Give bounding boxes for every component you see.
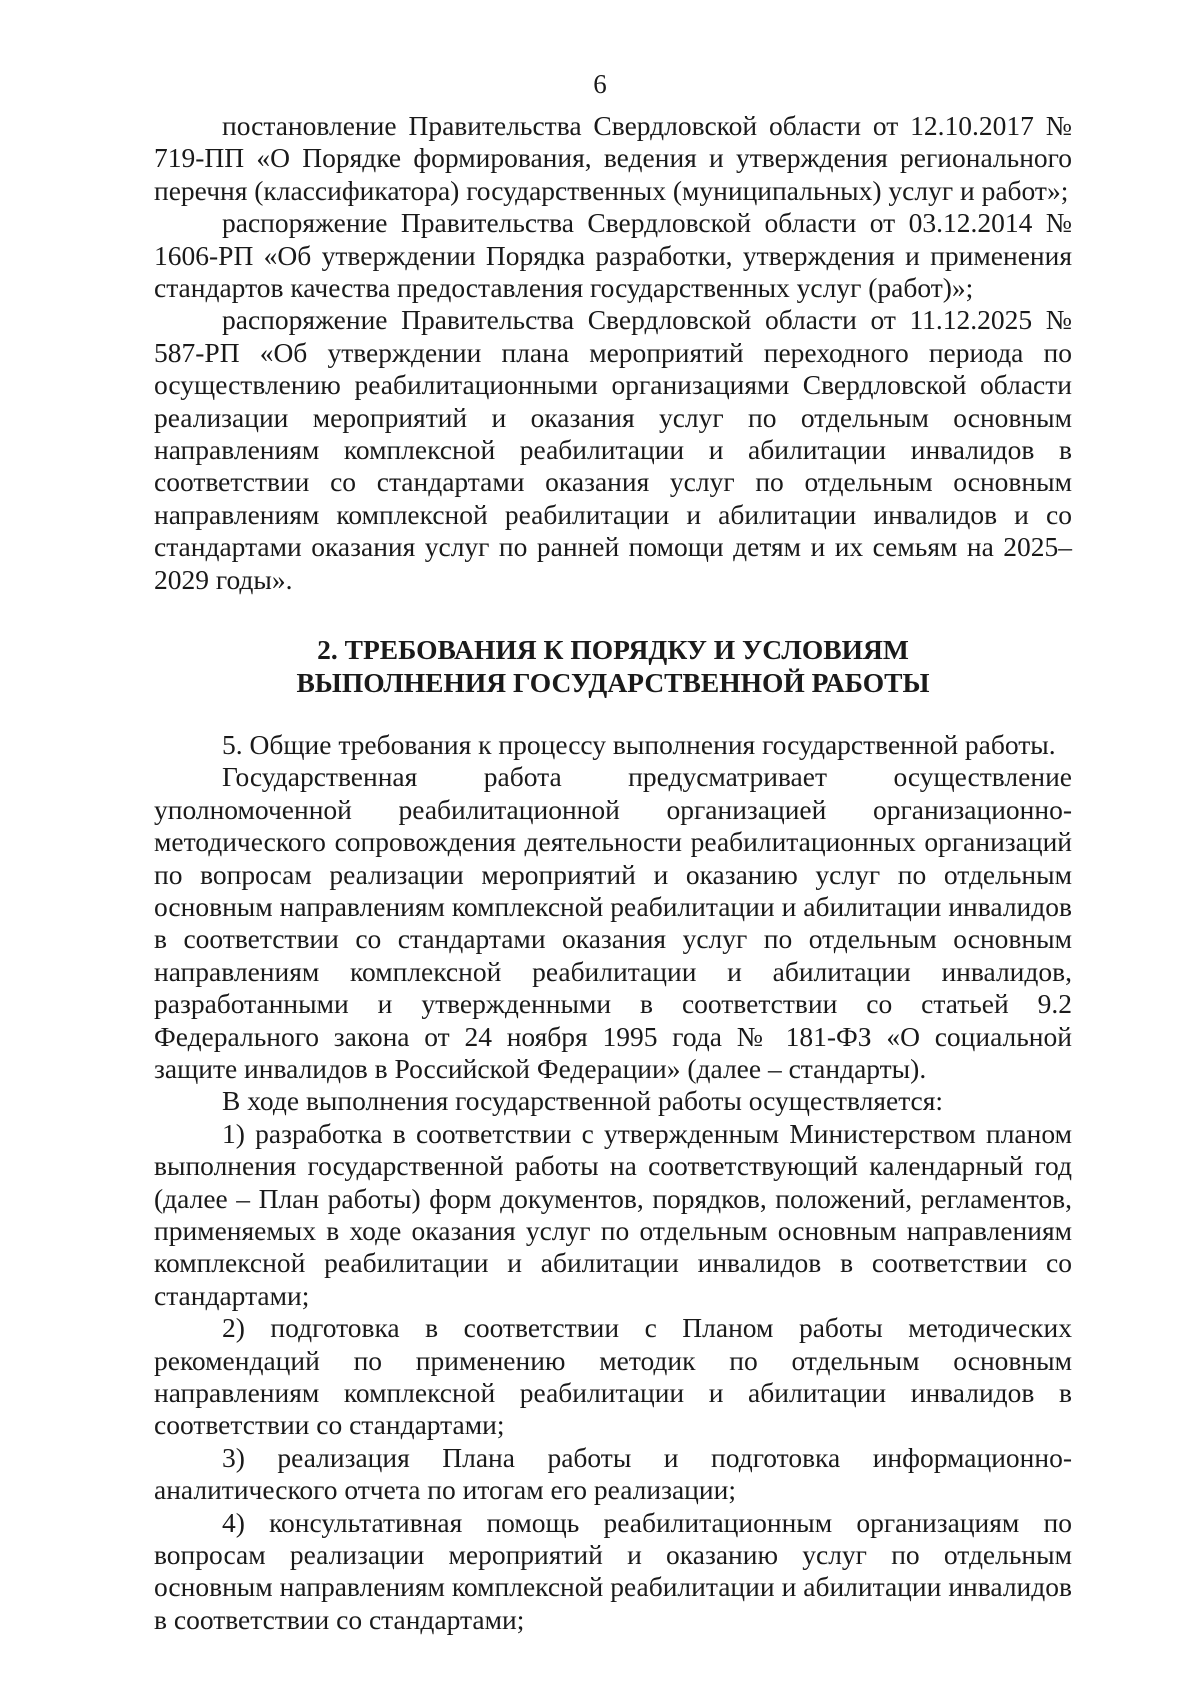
list-item-1: 1) разработка в соответствии с утвержденным Министерством планом выполнения государственной работы на соответствующий календарный год (далее – План работы) форм документов, порядков, положений, регламентов, применяемых в ходе оказания услуг по отдельным основным направлениям комплексной реабилитации и абилитации инвалидов в соответствии со стандартами; bbox=[154, 1117, 1072, 1311]
section-heading-line-1: 2. ТРЕБОВАНИЯ К ПОРЯДКУ И УСЛОВИЯМ bbox=[317, 634, 909, 666]
paragraph-list-intro: В ходе выполнения государственной работы осуществляется: bbox=[222, 1085, 944, 1117]
section-heading bbox=[154, 634, 1072, 699]
paragraph-order-1606rp: распоряжение Правительства Свердловской области от 03.12.2014 № 1606-РП «Об утверждении Порядка разработки, утверждения и применения стандартов качества предоставления государственных услуг (работ)»; bbox=[154, 207, 1072, 304]
paragraph-state-work-description: Государственная работа предусматривает осуществление уполномоченной реабилитационной организацией организационно-методического сопровождения деятельности реабилитационных организаций по вопросам реализации мероприятий и оказанию услуг по отдельным основным направлениям комплексной реабилитации и абилитации инвалидов в соответствии со стандартами оказания услуг по отдельным основным направлениям комплексной реабилитации и абилитации инвалидов, разработанными и утвержденными в соответствии со статьей 9.2 Федерального закона от 24 ноября 1995 года № 181-ФЗ «О социальной защите инвалидов в Российской Федерации» (далее – стандарты). bbox=[154, 761, 1072, 1084]
paragraph-order-587rp: распоряжение Правительства Свердловской области от 11.12.2025 № 587-РП «Об утверждении плана мероприятий переходного периода по осуществлению реабилитационными организациями Свердловской области реализации мероприятий и оказания услуг по отдельным основным направлениям комплексной реабилитации и абилитации инвалидов в соответствии со стандартами оказания услуг по отдельным основным направлениям комплексной реабилитации и абилитации инвалидов и со стандартами оказания услуг по ранней помощи детям и их семьям на 2025–2029 годы». bbox=[154, 304, 1072, 595]
list-item-3: 3) реализация Плана работы и подготовка информационно-аналитического отчета по итогам его реализации; bbox=[154, 1441, 1072, 1506]
paragraph-resolution-719pp: постановление Правительства Свердловской области от 12.10.2017 № 719-ПП «О Порядке формирования, ведения и утверждения регионального перечня (классификатора) государственных (муниципальных) услуг и работ»; bbox=[154, 110, 1072, 206]
list-item-4: 4) консультативная помощь реабилитационным организациям по вопросам реализации мероприятий и оказанию услуг по отдельным основным направлениям комплексной реабилитации и абилитации инвалидов в соответствии со стандартами; bbox=[154, 1506, 1072, 1635]
page-number: 6 bbox=[593, 69, 607, 99]
document-body bbox=[154, 110, 1072, 1636]
section-heading-line-2: ВЫПОЛНЕНИЯ ГОСУДАРСТВЕННОЙ РАБОТЫ bbox=[296, 666, 930, 698]
list-item-2: 2) подготовка в соответствии с Планом работы методических рекомендаций по применению методик по отдельным основным направлениям комплексной реабилитации и абилитации инвалидов в соответствии со стандартами; bbox=[154, 1312, 1072, 1441]
paragraph-item-5: 5. Общие требования к процессу выполнения государственной работы. bbox=[222, 728, 1056, 760]
